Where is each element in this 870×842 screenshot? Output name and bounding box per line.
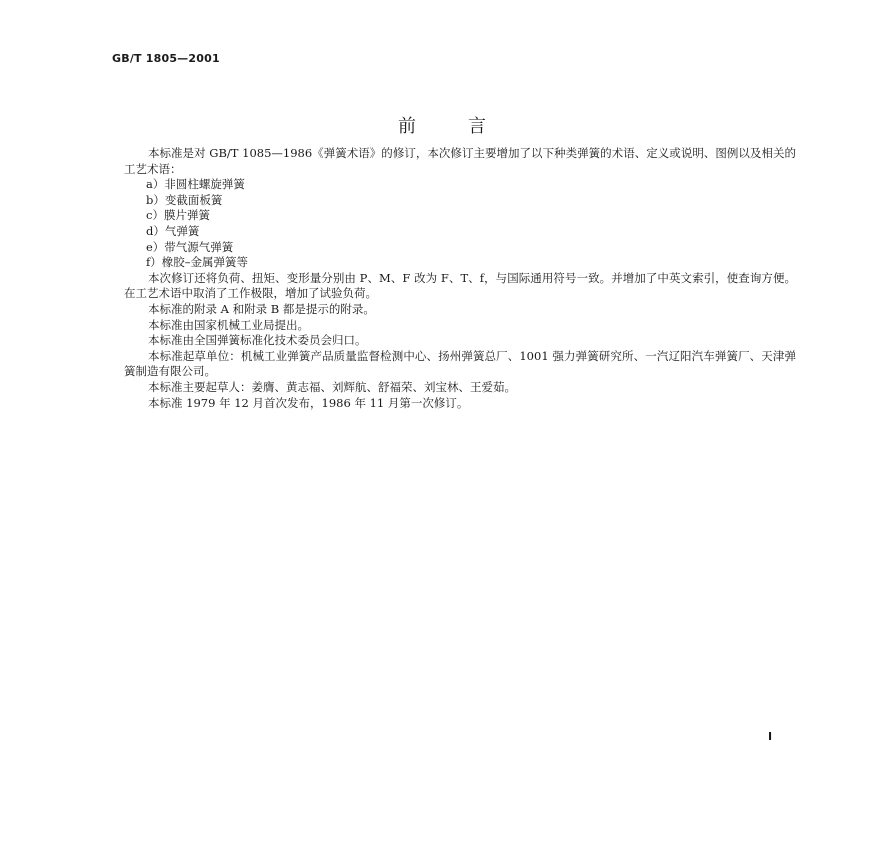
- list-item-a: a）非圆柱螺旋弹簧: [146, 177, 245, 192]
- foreword-body: [124, 146, 796, 411]
- paragraph-proposer: 本标准由国家机械工业局提出。: [148, 317, 309, 332]
- paragraph-committee: 本标准由全国弹簧标准化技术委员会归口。: [148, 333, 367, 348]
- paragraph-intro: 本标准是对 GB/T 1085—1986《弹簧术语》的修订，本次修订主要增加了以下种类弹簧的术语、定义或说明、图例以及相关的工艺术语：: [124, 146, 796, 176]
- page-number: I: [768, 730, 773, 743]
- list-item-f: f）橡胶–金属弹簧等: [146, 255, 249, 270]
- paragraph-drafters: 本标准主要起草人：姜膺、黄志福、刘辉航、舒福荣、刘宝林、王爱茹。: [148, 379, 516, 394]
- page-title: 前言: [398, 116, 538, 137]
- paragraph-appendix: 本标准的附录 A 和附录 B 都是提示的附录。: [148, 301, 375, 316]
- list-item-c: c）膜片弹簧: [146, 208, 210, 223]
- list-item-e: e）带气源气弹簧: [146, 239, 234, 254]
- paragraph-drafting-units: 本标准起草单位：机械工业弹簧产品质量监督检测中心、扬州弹簧总厂、1001 强力弹簧研究所、一汽辽阳汽车弹簧厂、天津弹簧制造有限公司。: [124, 348, 796, 379]
- paragraph-history: 本标准 1979 年 12 月首次发布，1986 年 11 月第一次修订。: [148, 395, 469, 410]
- list-item-b: b）变截面板簧: [146, 192, 223, 207]
- list-item-d: d）气弹簧: [146, 223, 200, 238]
- standard-code: GB/T 1805—2001: [112, 52, 220, 65]
- paragraph-symbols: 本次修订还将负荷、扭矩、变形量分别由 P、M、F 改为 F、T、f，与国际通用符号一致。并增加了中英文索引，使查询方便。在工艺术语中取消了工作极限，增加了试验负荷。: [124, 270, 796, 301]
